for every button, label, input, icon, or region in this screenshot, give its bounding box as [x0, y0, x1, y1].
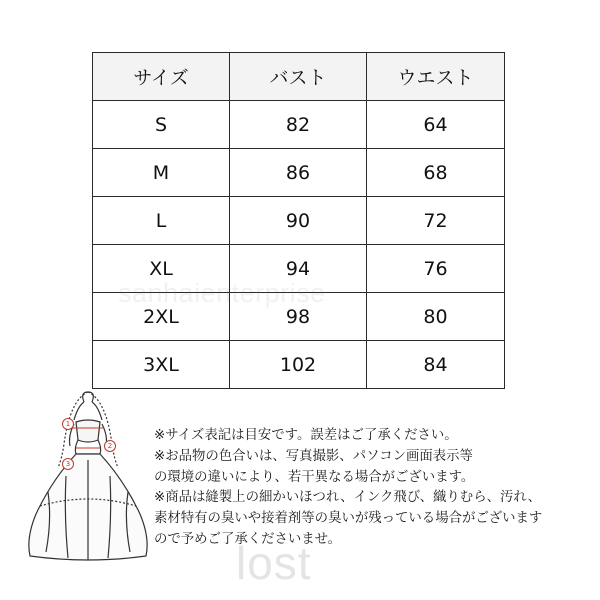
bust-cell: 90: [230, 197, 367, 245]
waist-cell: 72: [367, 197, 505, 245]
marker-2: 2: [104, 440, 116, 452]
waist-cell: 64: [367, 101, 505, 149]
table-header-row: [93, 53, 505, 101]
size-cell: XL: [93, 245, 230, 293]
size-cell: L: [93, 197, 230, 245]
waist-cell: 68: [367, 149, 505, 197]
table-row: [93, 341, 505, 389]
table-row: [93, 101, 505, 149]
bust-cell: 94: [230, 245, 367, 293]
table-row: [93, 293, 505, 341]
wedding-dress-measurement-figure-icon: [18, 388, 158, 564]
size-cell: 2XL: [93, 293, 230, 341]
notes-block: [154, 426, 594, 551]
waist-cell: 76: [367, 245, 505, 293]
note-line: 素材特有の臭いや接着剤等の臭いが残っている場合がございます: [154, 511, 543, 527]
size-cell: 3XL: [93, 341, 230, 389]
header-waist: ウエスト: [367, 53, 505, 101]
watermark-stamp: lost: [236, 537, 312, 589]
marker-1: 1: [62, 418, 74, 430]
waist-cell: 80: [367, 293, 505, 341]
note-line: ので予めご了承くださいませ。: [154, 531, 342, 547]
bust-cell: 82: [230, 101, 367, 149]
note-line: ※お品物の色合いは、写真撮影、パソコン画面表示等: [154, 448, 473, 464]
table-row: [93, 245, 505, 293]
table-row: [93, 149, 505, 197]
bust-cell: 102: [230, 341, 367, 389]
note-line: ※商品は縫製上の細かいほつれ、インク飛び、織りむら、汚れ、: [154, 490, 541, 506]
size-chart-table: [92, 52, 505, 389]
watermark-text: sanhaienterprise: [118, 278, 326, 308]
note-line: ※サイズ表記は目安です。誤差はご了承ください。: [154, 428, 458, 443]
bust-cell: 86: [230, 149, 367, 197]
waist-cell: 84: [367, 341, 505, 389]
header-bust: バスト: [230, 53, 367, 101]
bust-cell: 98: [230, 293, 367, 341]
table-row: [93, 197, 505, 245]
header-size: サイズ: [93, 53, 230, 101]
size-cell: M: [93, 149, 230, 197]
size-cell: S: [93, 101, 230, 149]
marker-3: 3: [62, 458, 74, 470]
note-line: の環境の違いにより、若干異なる場合がございます。: [154, 469, 475, 485]
